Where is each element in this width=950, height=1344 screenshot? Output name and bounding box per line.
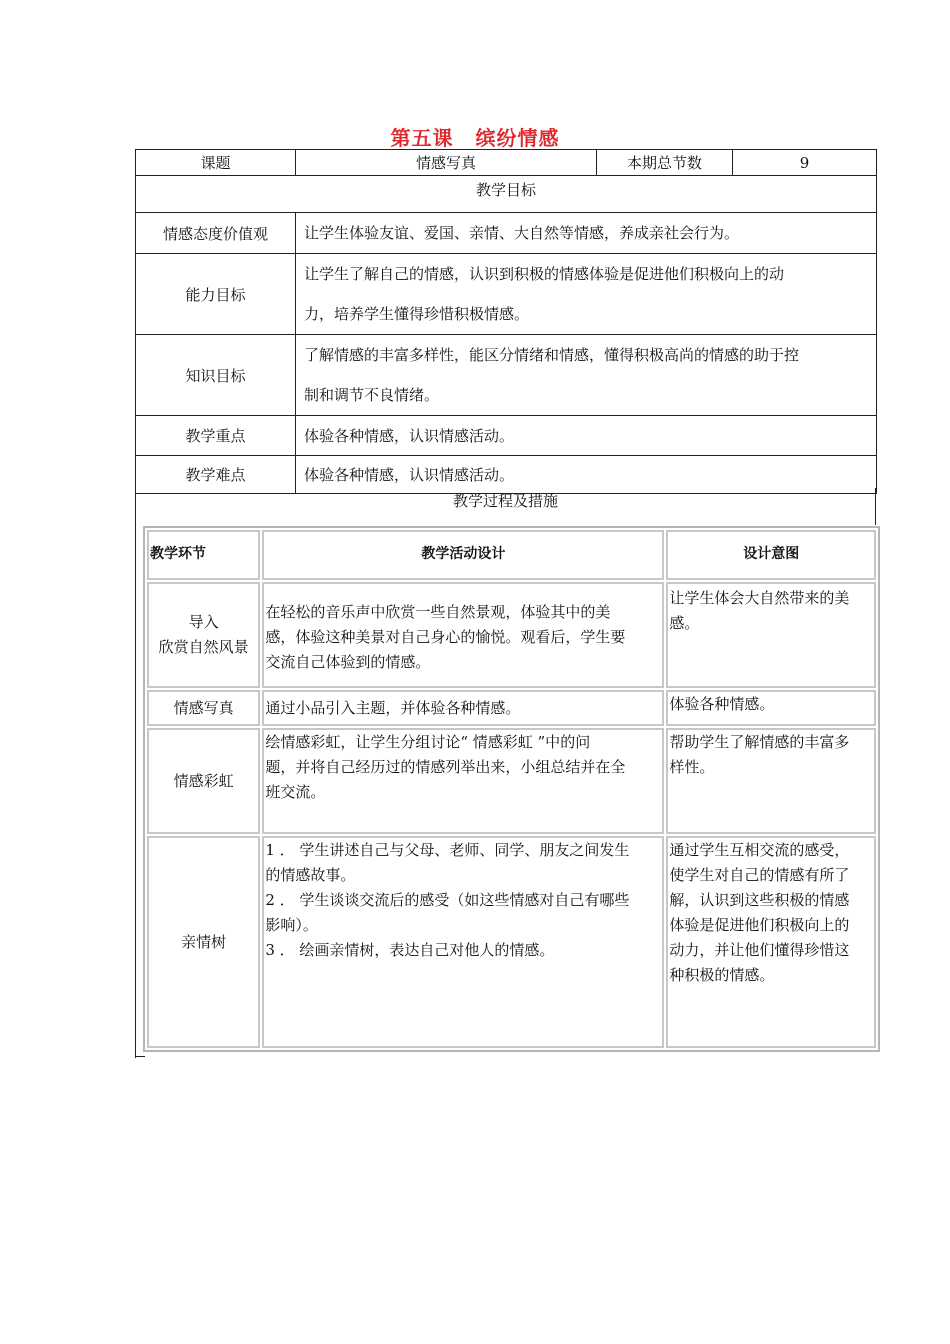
intent-cell: 体验各种情感。 xyxy=(666,690,876,726)
intent-cell xyxy=(666,582,876,688)
objective-text-line: 制和调节不良情绪。 xyxy=(304,386,440,404)
stage-cell: 情感写真 xyxy=(147,690,260,726)
activity-line: 交流自己体验到的情感。 xyxy=(265,653,431,671)
column-header-intent: 设计意图 xyxy=(666,530,876,580)
stage-subname: 欣赏自然风景 xyxy=(158,638,249,656)
activity-line: 题，并将自己经历过的情感列举出来，小组总结并在全 xyxy=(265,758,626,776)
objective-text xyxy=(296,335,877,416)
activity-cell: 通过小品引入主题，并体验各种情感。 xyxy=(262,690,664,726)
lesson-number: 第五课 xyxy=(390,126,454,150)
activity-cell xyxy=(262,582,664,688)
lesson-plan-table xyxy=(135,149,877,494)
objective-row xyxy=(136,416,877,456)
intent-line: 样性。 xyxy=(669,758,715,776)
intent-line: 体验是促进他们积极向上的 xyxy=(669,916,850,934)
activity-line: 2 ． 学生谈谈交流后的感受（如这些情感对自己有哪些 xyxy=(265,891,630,909)
process-row xyxy=(147,836,876,1048)
stage-cell xyxy=(147,582,260,688)
intent-line: 帮助学生了解情感的丰富多 xyxy=(669,733,850,751)
activity-line: 的情感故事。 xyxy=(265,866,356,884)
column-header-activity: 教学活动设计 xyxy=(262,530,664,580)
topic-value: 情感写真 xyxy=(296,150,597,176)
objectives-header: 教学目标 xyxy=(136,176,877,213)
outer-border-line xyxy=(135,525,136,1058)
objective-row xyxy=(136,213,877,254)
process-table xyxy=(143,526,880,1052)
activity-line: 绘情感彩虹，让学生分组讨论“ 情感彩虹 ”中的问 xyxy=(265,733,591,751)
process-row xyxy=(147,690,876,726)
intent-line: 解，认识到这些积极的情感 xyxy=(669,891,850,909)
intent-line: 感。 xyxy=(669,614,700,632)
topic-label: 课题 xyxy=(136,150,296,176)
info-row xyxy=(136,150,877,176)
objective-label: 知识目标 xyxy=(136,335,296,416)
activity-cell xyxy=(262,728,664,834)
activity-line: 感，体验这种美景对自己身心的愉悦。观看后，学生要 xyxy=(265,628,626,646)
stage-cell: 亲情树 xyxy=(147,836,260,1048)
stage-cell: 情感彩虹 xyxy=(147,728,260,834)
intent-line: 动力，并让他们懂得珍惜这 xyxy=(669,941,850,959)
activity-line: 3 ． 绘画亲情树，表达自己对他人的情感。 xyxy=(265,941,555,959)
hours-label: 本期总节数 xyxy=(597,150,733,176)
objective-label: 教学难点 xyxy=(136,456,296,494)
stage-name: 导入 xyxy=(188,613,219,631)
outer-border-tick xyxy=(135,1056,145,1057)
activity-line: 影响）。 xyxy=(265,916,318,934)
objective-text-line: 了解情感的丰富多样性，能区分情绪和情感，懂得积极高尚的情感的助于控 xyxy=(304,346,800,364)
activity-line: 在轻松的音乐声中欣赏一些自然景观，体验其中的美 xyxy=(265,603,611,621)
column-header-stage: 教学环节 xyxy=(147,530,260,580)
activity-line: 1 ． 学生讲述自己与父母、老师、同学、朋友之间发生 xyxy=(265,841,630,859)
hours-value: 9 xyxy=(733,150,877,176)
objective-text: 让学生体验友谊、爱国、亲情、大自然等情感，养成亲社会行为。 xyxy=(296,213,877,254)
process-row xyxy=(147,728,876,834)
activity-cell xyxy=(262,836,664,1048)
intent-line: 让学生体会大自然带来的美 xyxy=(669,589,850,607)
page-title xyxy=(0,122,950,151)
intent-cell xyxy=(666,836,876,1048)
objective-label: 教学重点 xyxy=(136,416,296,456)
objective-label: 能力目标 xyxy=(136,254,296,335)
objective-label: 情感态度价值观 xyxy=(136,213,296,254)
objective-text xyxy=(296,254,877,335)
intent-line: 种积极的情感。 xyxy=(669,966,775,984)
objective-row xyxy=(136,254,877,335)
intent-line: 使学生对自己的情感有所了 xyxy=(669,866,850,884)
objective-text: 体验各种情感，认识情感活动。 xyxy=(296,456,877,494)
process-header-row xyxy=(147,530,876,580)
process-header: 教学过程及措施 xyxy=(135,488,876,525)
process-row xyxy=(147,582,876,688)
objective-text-line: 让学生了解自己的情感，认识到积极的情感体验是促进他们积极向上的动 xyxy=(304,265,785,283)
objective-row xyxy=(136,335,877,416)
activity-line: 班交流。 xyxy=(265,783,326,801)
objective-text: 体验各种情感，认识情感活动。 xyxy=(296,416,877,456)
lesson-name: 缤纷情感 xyxy=(475,126,560,150)
intent-cell xyxy=(666,728,876,834)
intent-line: 通过学生互相交流的感受， xyxy=(669,841,850,859)
objective-text-line: 力，培养学生懂得珍惜积极情感。 xyxy=(304,305,530,323)
